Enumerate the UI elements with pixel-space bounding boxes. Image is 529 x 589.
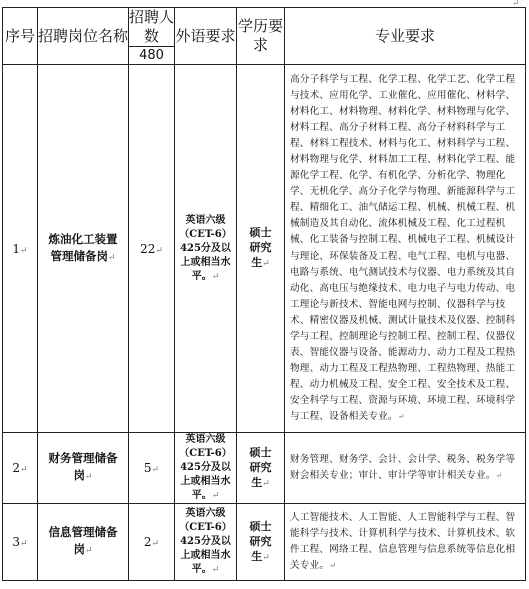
header-position: 招聘岗位名称 xyxy=(38,8,129,65)
table-row xyxy=(3,504,526,581)
row-education: 硕士研究生↵ xyxy=(237,65,285,433)
row-language: 英语六级（CET-6）425分及以上或相当水平。↵ xyxy=(175,504,237,581)
row-index: 1↵ xyxy=(3,65,38,433)
row-count: 2↵ xyxy=(129,504,175,581)
header-major: 专业要求 xyxy=(285,8,526,65)
header-count: 招聘人数 xyxy=(129,8,175,45)
row-index: 2↵ xyxy=(3,433,38,504)
row-position: 信息管理储备岗↵ xyxy=(38,504,129,581)
row-education: 硕士研究生↵ xyxy=(237,504,285,581)
header-row xyxy=(3,8,526,47)
header-language: 外语要求 xyxy=(175,8,237,65)
header-education: 学历要求 xyxy=(237,8,285,65)
table-row xyxy=(3,433,526,504)
row-major: 高分子科学与工程、化学工程、化学工艺、化学工程与技术、应用化学、工业催化、应用催化、材料学、材料化工、材料物理、材料化学、材料物理与化学、材料工程、高分子材料工程、高分子材料科学与工程、材料工程技术、材料与化工、材料科学与工程、材料物理与化学、材料加工工程、材料化学工程、能源化学工程、化学、有机化学、分析化学、物理化学、无机化学、高分子化学与物理、新能源科学与工程、精细化工、油气储运工程、机械、机械工程、机械制造及其自动化、流体机械及工程、化工过程机械、化工装备与控制工程、机械电子工程、机械设计与理论、环保装备及工程、电气工程、电机与电器、电路与系统、电气测试技术与仪器、电力系统及其自动化、高电压与绝缘技术、电力电子与电力传动、电工理论与新技术、智能电网与控制、仪器科学与技术、精密仪器及机械、测试计量技术及仪器、控制科学与工程、控制理论与控制工程、控制工程、仪器仪表、智能仪器与设备、能源动力、动力工程及工程热物理、动力工程及工程热物理、工程热物理、热能工程、动力机械及工程、安全工程、安全技术及工程、安全科学与工程、资源与环境、环境工程、环境科学与工程、设备相关专业。↵ xyxy=(285,65,526,433)
header-total: 480 xyxy=(129,47,175,65)
row-count: 22↵ xyxy=(129,65,175,433)
row-education: 硕士研究生↵ xyxy=(237,433,285,504)
row-major: 财务管理、财务学、会计、会计学、税务、税务学等财会相关专业；审计、审计学等审计相关专业。↵ xyxy=(285,433,526,504)
header-index: 序号 xyxy=(3,8,38,65)
row-position: 财务管理储备岗↵ xyxy=(38,433,129,504)
table-row xyxy=(3,65,526,433)
row-position: 炼油化工装置管理储备岗↵ xyxy=(38,65,129,433)
row-count: 5↵ xyxy=(129,433,175,504)
recruitment-table xyxy=(2,7,526,581)
row-language: 英语六级（CET-6）425分及以上或相当水平。↵ xyxy=(175,433,237,504)
paragraph-mark: ↵ xyxy=(512,0,520,9)
row-major: 人工智能技术、人工智能、人工智能科学与工程、智能科学与技术、计算机科学与技术、计算机技术、软件工程、网络工程、信息管理与信息系统等信息化相关专业。↵ xyxy=(285,504,526,581)
row-index: 3↵ xyxy=(3,504,38,581)
row-language: 英语六级（CET-6）425分及以上或相当水平。↵ xyxy=(175,65,237,433)
